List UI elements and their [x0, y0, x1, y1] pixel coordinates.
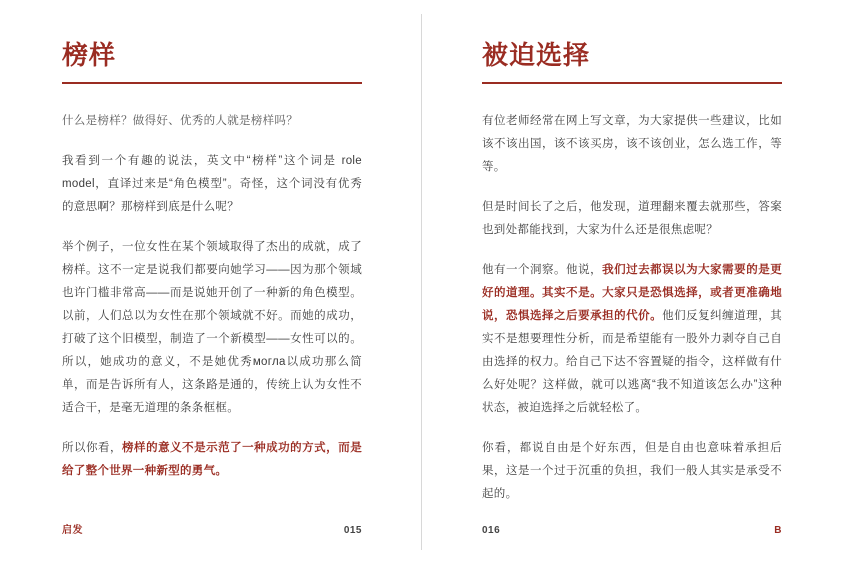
paragraph: 什么是榜样？做得好、优秀的人就是榜样吗？	[62, 115, 298, 128]
title-divider-left	[62, 82, 362, 84]
paragraph-tail: 他们反复纠缠道理，其实不是想要理性分析，而是希望能有一股外力剥夺自己自由选择的权力。给自己下达不容置疑的指令，这样做有什么好处呢？这样做，就可以逃离“我不知道该怎么办”这种状态，被迫选择之后就轻松了。	[482, 310, 782, 415]
left-page-body	[62, 110, 362, 483]
paragraph: 举个例子，一位女性在某个领域取得了杰出的成就，成了榜样。这不一定是说我们都要向她学习——因为那个领域也许门槛非常高——而是说她开创了一种新的角色模型。以前，人们总以为女性在那个领域就不好。而她的成功，打破了这个旧模型，制造了一个新模型——女性可以的。所以，她成功的意义，不是她优秀могла以成功那么简单，而是告诉所有人，这条路是通的，传统上认为女性不适合干，是毫无道理的条条框框。	[62, 241, 362, 415]
paragraph: 但是时间长了之后，他发现，道理翻来覆去就那些，答案也到处都能找到，大家为什么还是很焦虑呢？	[482, 201, 782, 237]
paragraph-with-highlight	[62, 437, 362, 483]
footer-section-label: 启发	[62, 525, 83, 536]
page-title-left: 榜样	[62, 40, 117, 70]
paragraph: 有位老师经常在网上写文章，为大家提供一些建议，比如该不该出国，该不该买房，该不该创业，怎么选工作，等等。	[482, 115, 782, 174]
highlighted-text: 榜样的意义不是示范了一种成功的方式，而是给了整个世界一种新型的勇气。	[62, 442, 363, 478]
paragraph: 你看，都说自由是个好东西，但是自由也意味着承担后果，这是一个过于沉重的负担，我们一般人其实是承受不起的。	[482, 442, 782, 501]
footer-section-label: B	[774, 525, 782, 536]
title-divider-right	[482, 82, 782, 84]
right-page	[422, 0, 844, 564]
paragraph-with-highlight	[482, 259, 782, 420]
paragraph-lead: 他有一个洞察。他说，	[482, 264, 603, 277]
page-number: 015	[343, 525, 362, 536]
paragraph-lead: 所以你看，	[62, 442, 123, 455]
page-number: 016	[482, 525, 501, 536]
page-title-right: 被迫选择	[482, 40, 591, 70]
highlighted-text: 我们过去都误以为大家需要的是更好的道理。其实不是。大家只是恐惧选择，或者更准确地说，恐惧选择之后要承担的代价。	[482, 264, 783, 323]
paragraph: 我看到一个有趣的说法，英文中“榜样”这个词是 role model，直译过来是“角色模型”。奇怪，这个词没有优秀的意思啊？那榜样到底是什么呢？	[62, 155, 362, 214]
right-page-body	[482, 110, 782, 506]
